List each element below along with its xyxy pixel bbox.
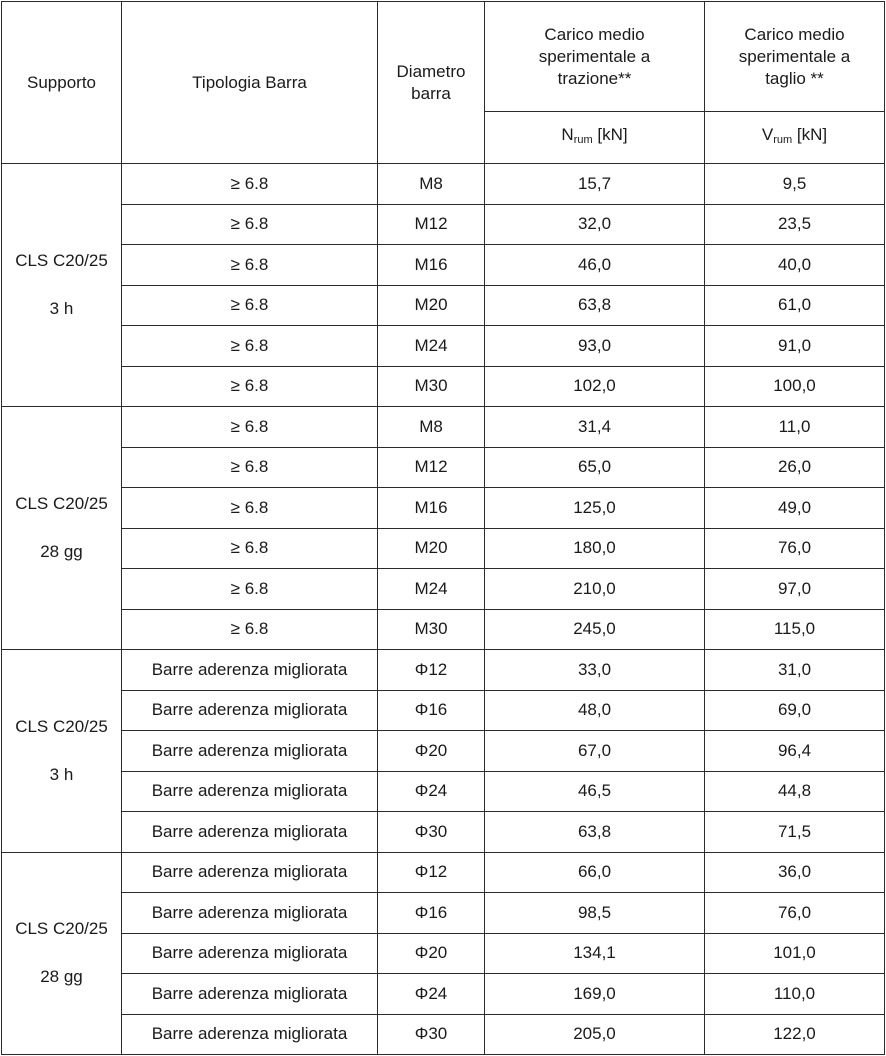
support-line1: CLS C20/25: [15, 494, 108, 513]
support-line1: CLS C20/25: [15, 919, 108, 939]
trazione-value-cell: 48,0: [485, 690, 705, 731]
tipologia-cell: ≥ 6.8: [122, 326, 378, 367]
diametro-cell: Φ24: [378, 974, 485, 1015]
diametro-cell: Φ20: [378, 933, 485, 974]
header-diametro: [378, 2, 485, 164]
header-taglio-line2: sperimentale a: [738, 46, 851, 66]
diametro-cell: M30: [378, 609, 485, 650]
header-tipologia: Tipologia Barra: [122, 2, 378, 164]
support-line1: CLS C20/25: [15, 251, 108, 270]
support-line2: 28 gg: [40, 542, 83, 561]
trazione-value-cell: 31,4: [485, 407, 705, 448]
trazione-value-cell: 15,7: [485, 164, 705, 205]
trazione-value-cell: 180,0: [485, 528, 705, 569]
trazione-value-cell: 169,0: [485, 974, 705, 1015]
header-trazione-line3: trazione**: [557, 68, 632, 88]
header-diametro-line2: barra: [411, 83, 451, 103]
taglio-value-cell: 101,0: [705, 933, 885, 974]
unit-n: [485, 112, 705, 164]
header-diametro-line1: Diametro: [396, 61, 466, 81]
taglio-value-cell: 115,0: [705, 609, 885, 650]
support-cell: [2, 852, 122, 1055]
tipologia-cell: ≥ 6.8: [122, 569, 378, 610]
taglio-value-cell: 23,5: [705, 204, 885, 245]
header-taglio-line1: Carico medio: [744, 24, 845, 44]
header-taglio-line3: taglio **: [765, 68, 824, 88]
taglio-value-cell: 96,4: [705, 731, 885, 772]
table-row: [2, 893, 885, 934]
taglio-value-cell: 26,0: [705, 447, 885, 488]
tipologia-cell: ≥ 6.8: [122, 204, 378, 245]
table-row: [2, 204, 885, 245]
table-row: [2, 447, 885, 488]
load-table: [1, 1, 885, 1055]
diametro-cell: Φ20: [378, 731, 485, 772]
trazione-value-cell: 65,0: [485, 447, 705, 488]
tipologia-cell: ≥ 6.8: [122, 285, 378, 326]
taglio-value-cell: 49,0: [705, 488, 885, 529]
table-row: [2, 528, 885, 569]
diametro-cell: M8: [378, 407, 485, 448]
taglio-value-cell: 97,0: [705, 569, 885, 610]
table-row: [2, 852, 885, 893]
trazione-value-cell: 210,0: [485, 569, 705, 610]
support-cell: [2, 650, 122, 853]
tipologia-cell: Barre aderenza migliorata: [122, 852, 378, 893]
diametro-cell: Φ30: [378, 1014, 485, 1055]
unit-v: [705, 112, 885, 164]
support-cell: [2, 407, 122, 650]
diametro-cell: M30: [378, 366, 485, 407]
table-row: [2, 488, 885, 529]
taglio-value-cell: 76,0: [705, 528, 885, 569]
trazione-value-cell: 46,5: [485, 771, 705, 812]
taglio-value-cell: 110,0: [705, 974, 885, 1015]
trazione-value-cell: 93,0: [485, 326, 705, 367]
table-row: [2, 731, 885, 772]
taglio-value-cell: 40,0: [705, 245, 885, 286]
tipologia-cell: ≥ 6.8: [122, 245, 378, 286]
header-row: [2, 2, 885, 112]
unit-n-subscript: rum: [573, 134, 593, 146]
tipologia-cell: ≥ 6.8: [122, 488, 378, 529]
taglio-value-cell: 36,0: [705, 852, 885, 893]
unit-v-subscript: rum: [773, 134, 793, 146]
header-taglio: [705, 2, 885, 112]
trazione-value-cell: 66,0: [485, 852, 705, 893]
diametro-cell: Φ30: [378, 812, 485, 853]
tipologia-cell: ≥ 6.8: [122, 407, 378, 448]
table-row: [2, 366, 885, 407]
tipologia-cell: Barre aderenza migliorata: [122, 731, 378, 772]
tipologia-cell: ≥ 6.8: [122, 366, 378, 407]
trazione-value-cell: 125,0: [485, 488, 705, 529]
trazione-value-cell: 205,0: [485, 1014, 705, 1055]
taglio-value-cell: 61,0: [705, 285, 885, 326]
table-row: [2, 326, 885, 367]
trazione-value-cell: 98,5: [485, 893, 705, 934]
unit-n-symbol: N: [561, 125, 574, 144]
trazione-value-cell: 63,8: [485, 812, 705, 853]
header-trazione-line1: Carico medio: [544, 24, 645, 44]
taglio-value-cell: 11,0: [705, 407, 885, 448]
trazione-value-cell: 245,0: [485, 609, 705, 650]
table-body: [2, 164, 885, 1055]
trazione-value-cell: 33,0: [485, 650, 705, 691]
diametro-cell: Φ16: [378, 893, 485, 934]
tipologia-cell: Barre aderenza migliorata: [122, 650, 378, 691]
diametro-cell: M24: [378, 569, 485, 610]
table-row: [2, 285, 885, 326]
tipologia-cell: Barre aderenza migliorata: [122, 933, 378, 974]
header-trazione: [485, 2, 705, 112]
table-row: [2, 650, 885, 691]
diametro-cell: M16: [378, 488, 485, 529]
tipologia-cell: Barre aderenza migliorata: [122, 893, 378, 934]
table-row: [2, 245, 885, 286]
taglio-value-cell: 71,5: [705, 812, 885, 853]
trazione-value-cell: 134,1: [485, 933, 705, 974]
support-line2: 28 gg: [40, 967, 83, 987]
support-line1: CLS C20/25: [15, 716, 108, 736]
trazione-value-cell: 102,0: [485, 366, 705, 407]
unit-n-unit: [kN]: [592, 125, 628, 144]
support-cell: [2, 164, 122, 407]
diametro-cell: M8: [378, 164, 485, 205]
taglio-value-cell: 76,0: [705, 893, 885, 934]
support-line2: 3 h: [49, 764, 74, 784]
table-row: [2, 690, 885, 731]
diametro-cell: M24: [378, 326, 485, 367]
tipologia-cell: Barre aderenza migliorata: [122, 812, 378, 853]
table-row: [2, 609, 885, 650]
tipologia-cell: Barre aderenza migliorata: [122, 690, 378, 731]
table-row: [2, 812, 885, 853]
diametro-cell: Φ16: [378, 690, 485, 731]
diametro-cell: M12: [378, 447, 485, 488]
taglio-value-cell: 91,0: [705, 326, 885, 367]
table-row: [2, 974, 885, 1015]
tipologia-cell: ≥ 6.8: [122, 164, 378, 205]
tipologia-cell: Barre aderenza migliorata: [122, 771, 378, 812]
tipologia-cell: Barre aderenza migliorata: [122, 1014, 378, 1055]
tipologia-cell: Barre aderenza migliorata: [122, 974, 378, 1015]
table-header: [2, 2, 885, 164]
diametro-cell: M16: [378, 245, 485, 286]
diametro-cell: M20: [378, 285, 485, 326]
diametro-cell: Φ12: [378, 650, 485, 691]
header-supporto: Supporto: [2, 2, 122, 164]
trazione-value-cell: 32,0: [485, 204, 705, 245]
tipologia-cell: ≥ 6.8: [122, 447, 378, 488]
diametro-cell: M20: [378, 528, 485, 569]
table-row: [2, 407, 885, 448]
taglio-value-cell: 44,8: [705, 771, 885, 812]
taglio-value-cell: 122,0: [705, 1014, 885, 1055]
table-row: [2, 771, 885, 812]
diametro-cell: Φ24: [378, 771, 485, 812]
taglio-value-cell: 100,0: [705, 366, 885, 407]
diametro-cell: Φ12: [378, 852, 485, 893]
table-row: [2, 1014, 885, 1055]
header-trazione-line2: sperimentale a: [538, 46, 651, 66]
support-line2: 3 h: [49, 299, 74, 318]
tipologia-cell: ≥ 6.8: [122, 609, 378, 650]
table-row: [2, 569, 885, 610]
taglio-value-cell: 31,0: [705, 650, 885, 691]
unit-v-symbol: V: [761, 125, 774, 144]
table-row: [2, 164, 885, 205]
taglio-value-cell: 69,0: [705, 690, 885, 731]
table-row: [2, 933, 885, 974]
trazione-value-cell: 63,8: [485, 285, 705, 326]
tipologia-cell: ≥ 6.8: [122, 528, 378, 569]
trazione-value-cell: 46,0: [485, 245, 705, 286]
unit-v-unit: [kN]: [792, 125, 828, 144]
trazione-value-cell: 67,0: [485, 731, 705, 772]
taglio-value-cell: 9,5: [705, 164, 885, 205]
diametro-cell: M12: [378, 204, 485, 245]
